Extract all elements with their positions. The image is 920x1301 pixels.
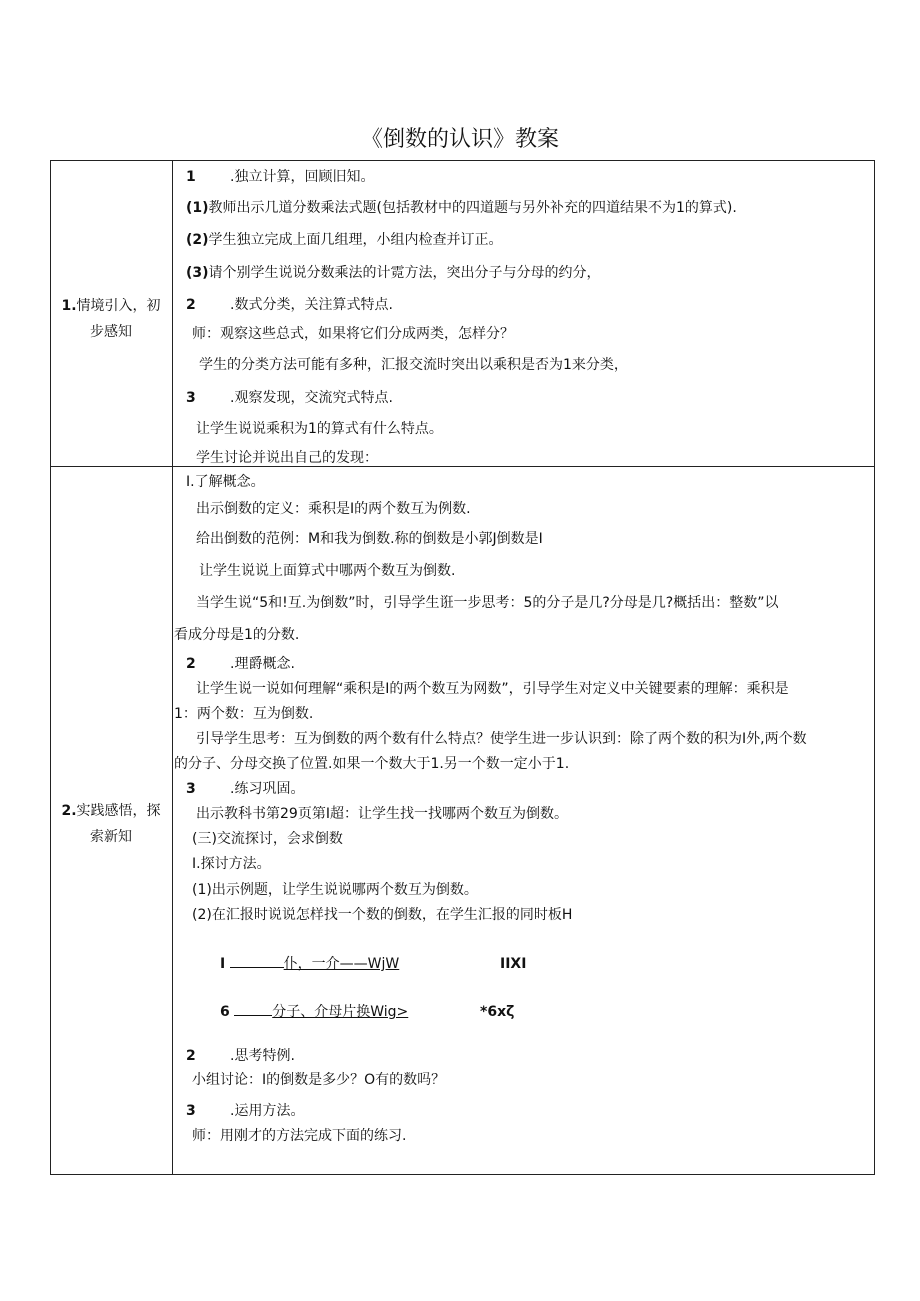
- row1-label: 1.情境引入，初 步感知: [61, 298, 161, 340]
- row2-line-6: 看成分母是1的分数.: [174, 627, 300, 643]
- row2-line-7: 2 .理爵概念.: [186, 656, 295, 672]
- row2-line-13: 出示教科书第29页第I超：让学生找一找哪两个数互为倒数。: [196, 806, 568, 822]
- row2-line-8: 让学生说一说如何理解“乘积是I的两个数互为网数”，引导学生对定义中关键要素的理解：乘积是: [196, 681, 789, 697]
- row2-line-17: (2)在汇报时说说怎样找一个数的倒数，在学生汇报的同时板H: [192, 907, 573, 923]
- row2-line-21: 师：用刚才的方法完成下面的练习.: [192, 1128, 407, 1144]
- row2-line-5: 当学生说“5和!互.为倒数”时，引导学生诳一步思考：5的分子是几?分母是几?概括出：整数”以: [196, 595, 779, 611]
- board-formula-2: 6 分子、介母片换Wig>: [220, 1004, 409, 1020]
- board-formula-1: I 仆，一介——WjW: [220, 956, 400, 972]
- row1-line-1: 1 .独立计算，回顾旧知。: [186, 169, 375, 185]
- row2-line-18: 2 .思考特例.: [186, 1048, 295, 1064]
- document-title: 《倒数的认识》教案: [360, 127, 559, 152]
- row1-line-3: (2)学生独立完成上面几组理，小组内检查并订正。: [186, 232, 503, 248]
- row2-line-1: I.了解概念。: [186, 474, 265, 490]
- row2-line-12: 3 .练习巩固。: [186, 781, 305, 797]
- board-formula-2-result: *6xζ: [480, 1004, 515, 1020]
- row2-line-19: 小组讨论：I的倒数是多少？O有的数吗？: [192, 1072, 446, 1088]
- row1-line-2: (1)教师出示几道分数乘法式题(包括教材中的四道题与另外补充的四道结果不为1的算式).: [186, 200, 737, 216]
- row2-line-2: 出示倒数的定义：乘积是I的两个数互为例数.: [196, 501, 471, 517]
- row2-line-4: 让学生说说上面算式中哪两个数互为倒数.: [199, 563, 456, 579]
- row1-line-8: 3 .观察发现，交流究式特点.: [186, 390, 393, 406]
- row2-line-3: 给出倒数的范例：M和我为倒数.称的倒数是小郭J倒数是I: [196, 531, 543, 547]
- row1-line-5: 2 .数式分类，关注算式特点.: [186, 297, 393, 313]
- row2-line-14: (三)交流探讨，会求倒数: [192, 831, 343, 847]
- row2-line-20: 3 .运用方法。: [186, 1103, 305, 1119]
- formula-blank: [234, 1003, 272, 1016]
- row1-line-7: 学生的分类方法可能有多种，汇报交流时突出以乘积是否为1来分类，: [199, 357, 628, 373]
- row2-label: 2.实践感悟，探 索新知: [61, 803, 161, 845]
- row2-line-15: I.探讨方法。: [192, 856, 271, 872]
- row2-line-10: 引导学生思考：互为倒数的两个数有什么特点？使学生进一步认识到：除了两个数的积为I外,两个数: [196, 731, 807, 747]
- board-formula-1-result: IIXI: [500, 956, 527, 972]
- row2-line-9: 1：两个数：互为倒数.: [174, 706, 314, 722]
- formula-blank: [230, 955, 284, 968]
- lesson-table: [50, 160, 875, 1175]
- row1-line-9: 让学生说说乘积为1的算式有什么特点。: [196, 421, 443, 437]
- row-divider: [50, 466, 874, 467]
- row1-line-4: (3)请个别学生说说分数乘法的计霓方法，突出分子与分母的约分，: [186, 265, 601, 281]
- row1-line-6: 师：观察这些总式，如果将它们分成两类，怎样分？: [192, 326, 514, 342]
- column-divider: [172, 160, 173, 1174]
- row1-line-10: 学生讨论并说出自己的发现：: [196, 450, 378, 466]
- row2-line-16: (1)出示例题，让学生说说哪两个数互为倒数。: [192, 882, 478, 898]
- row2-line-11: 的分子、分母交换了位置.如果一个数大于1.另一个数一定小于1.: [174, 756, 570, 772]
